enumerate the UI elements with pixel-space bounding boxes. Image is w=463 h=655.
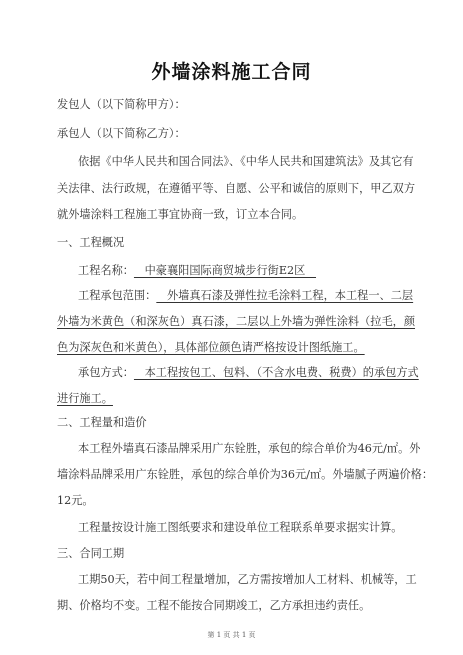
method-line-1: 本工程按包工、包料、（不含水电费、税费）的承包方式 (133, 366, 419, 379)
settlement-line: 工程量按设计施工图纸要求和建设单位工程联系单要求据实计算。 (78, 521, 403, 534)
party-a-line: 发包人（以下简称甲方）： (57, 98, 186, 111)
preamble-line-3: 就外墙涂料工程施工事宜协商一致，订立本合同。 (57, 208, 304, 221)
document-title: 外墙涂料施工合同 (151, 61, 312, 83)
method-line-2: 进行施工。 (57, 392, 113, 405)
scope-row (78, 287, 423, 305)
project-name-row (78, 262, 423, 280)
section-2-heading: 二、工程量和造价 (57, 416, 147, 429)
scope-line-2: 外墙为米黄色（和深灰色）真石漆，二层以上外墙为弹性涂料（拉毛，颜 (57, 315, 416, 328)
project-name-value: 中豪襄阳国际商贸城步行街E2区 (133, 264, 317, 277)
preamble-line-1: 依据《中华人民共和国合同法》、《中华人民共和国建筑法》及其它有 (78, 155, 414, 168)
party-b-line: 承包人（以下简称乙方）： (57, 127, 186, 140)
project-name-label: 工程名称： (78, 264, 134, 277)
method-row (78, 364, 423, 382)
price-line-3: 12元。 (57, 494, 94, 507)
page-number: 第 1 页 共 1 页 (207, 631, 256, 639)
scope-line-1: 外墙真石漆及弹性拉毛涂料工程，本工程一、二层 (156, 289, 414, 302)
scope-label: 工程承包范围： (78, 289, 157, 302)
preamble-line-2: 关法律、法行政规，在遵循平等、自愿、公平和诚信的原则下，甲乙双方 (57, 182, 416, 195)
price-line-1: 本工程外墙真石漆品牌采用广东铨胜，承包的综合单价为46元/㎡。外 (78, 442, 421, 455)
method-line-2-row (57, 390, 423, 408)
price-line-2: 墙涂料品牌采用广东铨胜，承包的综合单价为36元/㎡。外墙腻子两遍价格： (57, 468, 434, 481)
scope-line-3-row (57, 339, 423, 357)
section-1-heading: 一、工程概况 (57, 236, 125, 249)
schedule-line-1: 工期50天，若中间工程量增加，乙方需按增加人工材料、机械等，工 (78, 573, 417, 586)
scope-line-2-row (57, 313, 423, 331)
method-label: 承包方式： (78, 366, 134, 379)
section-3-heading: 三、合同工期 (57, 547, 125, 560)
schedule-line-2: 期、价格均不变。工程不能按合同期竣工，乙方承担违约责任。 (57, 599, 371, 612)
scope-line-3: 色为深灰色和米黄色），具体部位颜色请严格按设计图纸施工。 (57, 341, 365, 354)
